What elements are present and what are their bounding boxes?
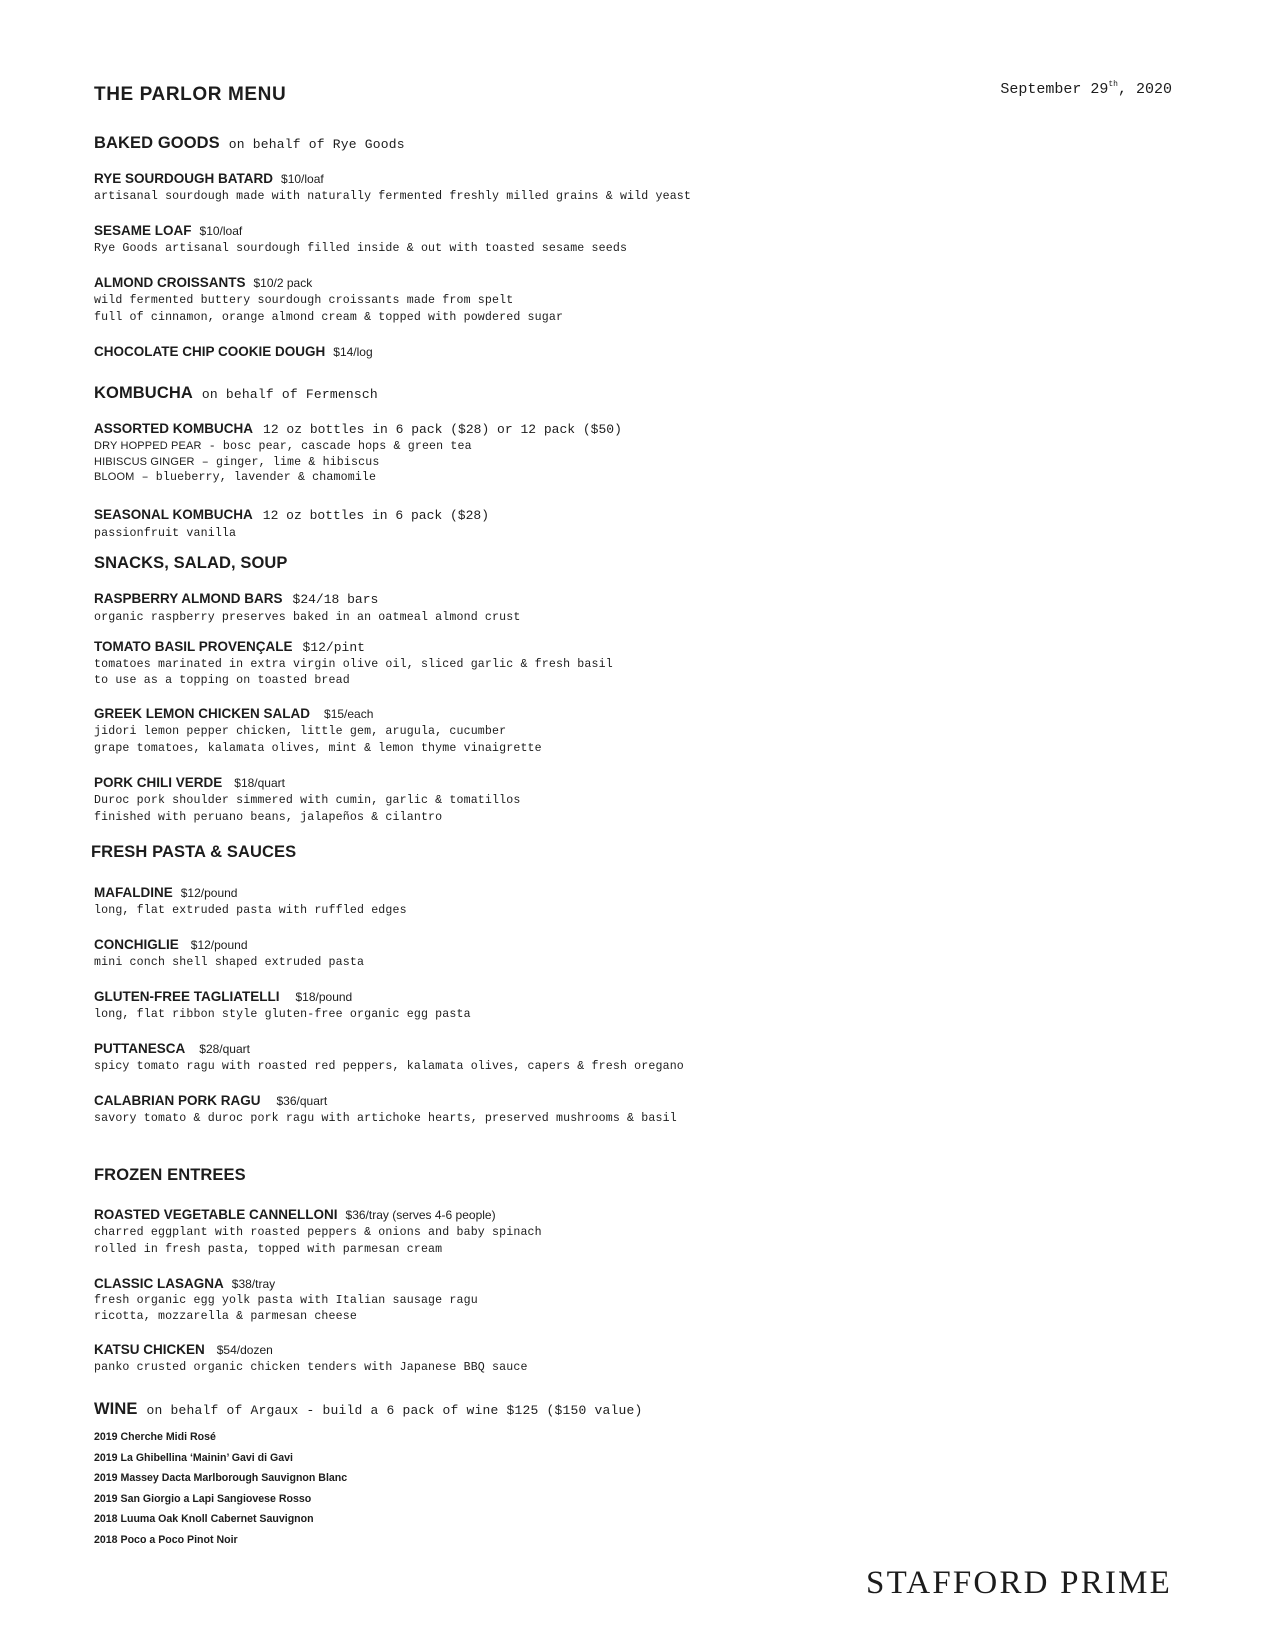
item-description: rolled in fresh pasta, topped with parmesan cream (94, 1243, 443, 1256)
item-price: $15/each (324, 707, 374, 721)
brand-logo: STAFFORD PRIME (866, 1565, 1172, 1601)
wine-list (94, 1427, 1175, 1551)
item-description: full of cinnamon, orange almond cream & topped with powdered sugar (94, 311, 564, 324)
menu-item (94, 343, 1175, 361)
item-name: PORK CHILI VERDE (94, 775, 223, 790)
item-description: artisanal sourdough made with naturally fermented freshly milled grains & wild yeast (94, 190, 692, 203)
section-heading: FRESH PASTA & SAUCES (91, 843, 297, 861)
menu-item (94, 638, 1175, 688)
menu-item (94, 420, 1175, 486)
item-price: $38/tray (231, 1277, 276, 1291)
menu-item (94, 590, 1175, 626)
item-description: organic raspberry preserves baked in an oatmeal almond crust (94, 611, 521, 624)
wine-item: 2019 San Giorgio a Lapi Sangiovese Rosso (94, 1492, 312, 1505)
item-price: $24/18 bars (292, 592, 379, 607)
section-kombucha (94, 384, 1175, 559)
item-price: $18/quart (234, 776, 285, 790)
item-description: wild fermented buttery sourdough croissants made from spelt (94, 294, 514, 307)
item-name: PUTTANESCA (94, 1041, 186, 1056)
section-snacks-salad-soup (94, 554, 1175, 843)
menu-date: September 29th, 2020 (1000, 80, 1172, 98)
item-name: GLUTEN-FREE TAGLIATELLI (94, 989, 280, 1004)
item-name: MAFALDINE (94, 885, 173, 900)
item-name: KATSU CHICKEN (94, 1342, 205, 1357)
item-price: 12 oz bottles in 6 pack ($28) or 12 pack ($50) (263, 422, 622, 437)
menu-item (94, 274, 1175, 326)
item-name: ASSORTED KOMBUCHA (94, 421, 254, 436)
menu-item (94, 774, 1175, 826)
menu-item (94, 170, 1175, 205)
menu-item (94, 1092, 1175, 1127)
item-price: $10/2 pack (253, 276, 313, 290)
item-name: GREEK LEMON CHICKEN SALAD (94, 706, 311, 721)
flavor-line: BLOOM – blueberry, lavender & chamomile (94, 471, 377, 484)
item-name: RASPBERRY ALMOND BARS (94, 591, 283, 606)
item-name: CLASSIC LASAGNA (94, 1276, 224, 1291)
section-baked-goods (94, 134, 1175, 378)
item-name: CONCHIGLIE (94, 937, 179, 952)
item-description: Duroc pork shoulder simmered with cumin, garlic & tomatillos (94, 794, 521, 807)
item-price: $54/dozen (216, 1343, 273, 1357)
item-price: $12/pint (302, 640, 365, 655)
item-description: passionfruit vanilla (94, 526, 237, 540)
flavor-line: DRY HOPPED PEAR - bosc pear, cascade hops & green tea (94, 440, 472, 453)
wine-item: 2018 Luuma Oak Knoll Cabernet Sauvignon (94, 1513, 314, 1526)
page-title: THE PARLOR MENU (94, 84, 287, 105)
item-price: $36/quart (276, 1094, 328, 1108)
section-heading: KOMBUCHA on behalf of Fermensch (94, 384, 378, 402)
menu-item (94, 884, 1175, 919)
item-price: $14/log (333, 345, 373, 359)
item-description: jidori lemon pepper chicken, little gem, arugula, cucumber (94, 725, 507, 738)
item-description: panko crusted organic chicken tenders with Japanese BBQ sauce (94, 1361, 528, 1374)
menu-item (94, 1275, 1175, 1324)
section-fresh-pasta-sauces (91, 843, 1175, 1144)
item-name: ALMOND CROISSANTS (94, 275, 246, 290)
item-name: TOMATO BASIL PROVENÇALE (94, 639, 293, 654)
wine-item: 2018 Poco a Poco Pinot Noir (94, 1533, 238, 1546)
item-description: tomatoes marinated in extra virgin olive oil, sliced garlic & fresh basil (94, 658, 613, 671)
item-price: $18/pound (295, 990, 353, 1004)
item-name: CHOCOLATE CHIP COOKIE DOUGH (94, 344, 326, 359)
item-price: $28/quart (199, 1042, 250, 1056)
wine-item: 2019 La Ghibellina ‘Mainin’ Gavi di Gavi (94, 1451, 293, 1464)
item-description: to use as a topping on toasted bread (94, 673, 350, 687)
item-description: charred eggplant with roasted peppers & onions and baby spinach (94, 1226, 542, 1239)
item-name: RYE SOURDOUGH BATARD (94, 171, 274, 186)
item-description: long, flat extruded pasta with ruffled edges (94, 904, 407, 917)
item-description: finished with peruano beans, jalapeños & cilantro (94, 811, 443, 824)
item-name: ROASTED VEGETABLE CANNELLONI (94, 1207, 338, 1222)
item-price: $10/loaf (281, 172, 324, 186)
item-description: Rye Goods artisanal sourdough filled inside & out with toasted sesame seeds (94, 242, 628, 255)
item-name: CALABRIAN PORK RAGU (94, 1093, 261, 1108)
wine-item: 2019 Massey Dacta Marlborough Sauvignon Blanc (94, 1472, 348, 1485)
section-heading: BAKED GOODS on behalf of Rye Goods (94, 134, 405, 152)
menu-item (94, 506, 1175, 542)
menu-item (94, 1341, 1175, 1376)
section-wine (94, 1400, 1175, 1551)
item-name: SEASONAL KOMBUCHA (94, 506, 253, 522)
item-description: ricotta, mozzarella & parmesan cheese (94, 1309, 357, 1323)
item-price: $36/tray (serves 4-6 people) (345, 1208, 496, 1222)
flavor-line: HIBISCUS GINGER – ginger, lime & hibiscus (94, 455, 380, 469)
item-description: spicy tomato ragu with roasted red peppers, kalamata olives, capers & fresh oregano (94, 1060, 684, 1073)
section-heading: WINE on behalf of Argaux - build a 6 pack of wine $125 ($150 value) (94, 1400, 643, 1418)
item-price: $12/pound (180, 886, 238, 900)
menu-item (94, 1040, 1175, 1075)
item-description: grape tomatoes, kalamata olives, mint & lemon thyme vinaigrette (94, 742, 542, 755)
item-name: SESAME LOAF (94, 223, 192, 238)
item-price: 12 oz bottles in 6 pack ($28) (262, 507, 490, 523)
item-description: mini conch shell shaped extruded pasta (94, 956, 365, 969)
item-description: savory tomato & duroc pork ragu with artichoke hearts, preserved mushrooms & basil (94, 1112, 677, 1125)
menu-item (94, 988, 1175, 1023)
section-heading: SNACKS, SALAD, SOUP (94, 554, 288, 572)
item-price: $12/pound (190, 938, 248, 952)
item-description: long, flat ribbon style gluten-free organic egg pasta (94, 1008, 471, 1021)
wine-item: 2019 Cherche Midi Rosé (94, 1431, 216, 1443)
menu-item (94, 1206, 1175, 1258)
section-heading: FROZEN ENTREES (94, 1166, 246, 1184)
item-price: $10/loaf (199, 224, 243, 238)
menu-item (94, 222, 1175, 257)
menu-item (94, 936, 1175, 971)
menu-item (94, 705, 1175, 757)
item-description: fresh organic egg yolk pasta with Italian sausage ragu (94, 1294, 478, 1307)
section-frozen-entrees (94, 1166, 1175, 1393)
